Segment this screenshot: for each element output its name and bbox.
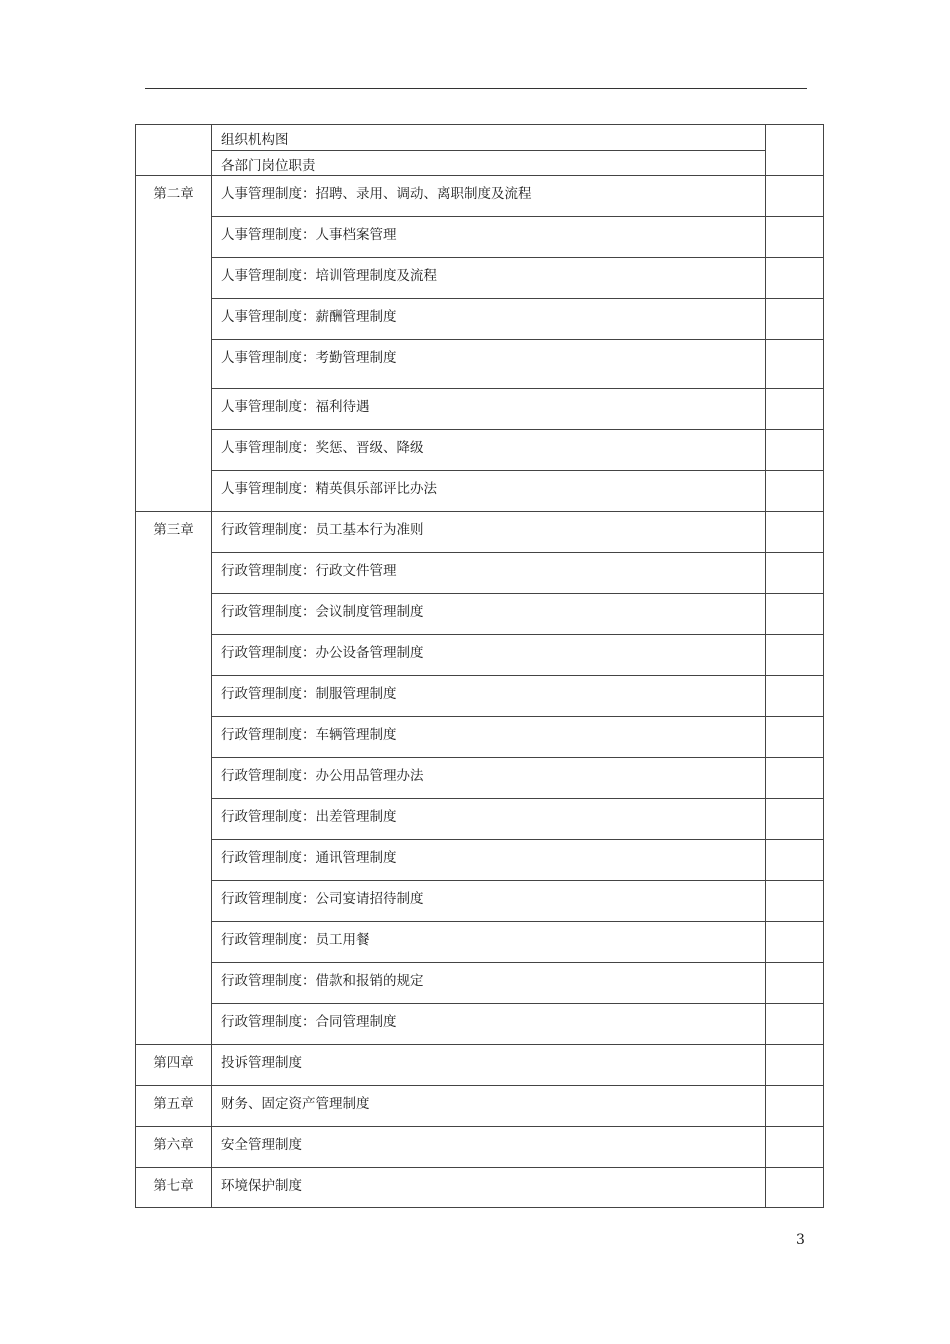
toc-item: 投诉管理制度 [212, 1045, 766, 1086]
toc-item: 组织机构图 [212, 125, 766, 151]
header-rule [145, 88, 807, 89]
page-cell [766, 963, 824, 1004]
toc-row [136, 258, 824, 299]
toc-item: 人事管理制度：招聘、录用、调动、离职制度及流程 [212, 176, 766, 217]
chapter-label: 第七章 [136, 1168, 212, 1208]
toc-item: 行政管理制度：制服管理制度 [212, 676, 766, 717]
table-of-contents [135, 124, 824, 1208]
page-cell [766, 471, 824, 512]
page-cell [766, 922, 824, 963]
chapter-label: 第五章 [136, 1086, 212, 1127]
toc-row [136, 1004, 824, 1045]
toc-row [136, 217, 824, 258]
toc-item: 行政管理制度：出差管理制度 [212, 799, 766, 840]
page-cell [766, 340, 824, 389]
page-cell [766, 717, 824, 758]
page-number: 3 [796, 1232, 805, 1248]
toc-item: 行政管理制度：办公用品管理办法 [212, 758, 766, 799]
page-cell [766, 299, 824, 340]
toc-row [136, 963, 824, 1004]
toc-item: 人事管理制度：考勤管理制度 [212, 340, 766, 389]
toc-item: 行政管理制度：合同管理制度 [212, 1004, 766, 1045]
page-cell [766, 125, 824, 176]
toc-row [136, 471, 824, 512]
page-cell [766, 635, 824, 676]
page-cell [766, 430, 824, 471]
toc-row [136, 758, 824, 799]
page-cell [766, 258, 824, 299]
chapter-label: 第二章 [136, 176, 212, 512]
page-cell [766, 1168, 824, 1208]
page-cell [766, 1127, 824, 1168]
toc-item: 人事管理制度：培训管理制度及流程 [212, 258, 766, 299]
toc-row [136, 176, 824, 217]
page-cell [766, 594, 824, 635]
toc-row [136, 553, 824, 594]
toc-row [136, 299, 824, 340]
toc-item: 人事管理制度：奖惩、晋级、降级 [212, 430, 766, 471]
toc-row [136, 512, 824, 553]
chapter-label: 第四章 [136, 1045, 212, 1086]
toc-row [136, 799, 824, 840]
page-cell [766, 676, 824, 717]
page-cell [766, 389, 824, 430]
toc-item: 行政管理制度：办公设备管理制度 [212, 635, 766, 676]
toc-row [136, 922, 824, 963]
toc-row [136, 840, 824, 881]
page-cell [766, 1045, 824, 1086]
chapter-label: 第六章 [136, 1127, 212, 1168]
toc-item: 人事管理制度：福利待遇 [212, 389, 766, 430]
toc-row [136, 430, 824, 471]
page-cell [766, 840, 824, 881]
toc-row [136, 676, 824, 717]
page-cell [766, 553, 824, 594]
chapter-cell [136, 125, 212, 176]
toc-item: 行政管理制度：通讯管理制度 [212, 840, 766, 881]
chapter-label: 第三章 [136, 512, 212, 1045]
toc-item: 行政管理制度：借款和报销的规定 [212, 963, 766, 1004]
toc-item: 人事管理制度：薪酬管理制度 [212, 299, 766, 340]
toc-row [136, 151, 824, 176]
toc-row [136, 1168, 824, 1208]
toc-row [136, 125, 824, 151]
toc-item: 行政管理制度：会议制度管理制度 [212, 594, 766, 635]
toc-item: 人事管理制度：精英俱乐部评比办法 [212, 471, 766, 512]
toc-row [136, 717, 824, 758]
toc-item: 安全管理制度 [212, 1127, 766, 1168]
page-cell [766, 1004, 824, 1045]
page-cell [766, 217, 824, 258]
page-cell [766, 512, 824, 553]
toc-item: 各部门岗位职责 [212, 151, 766, 176]
toc-row [136, 389, 824, 430]
toc-item: 人事管理制度：人事档案管理 [212, 217, 766, 258]
page-cell [766, 758, 824, 799]
toc-item: 财务、固定资产管理制度 [212, 1086, 766, 1127]
toc-item: 行政管理制度：车辆管理制度 [212, 717, 766, 758]
toc-row [136, 1086, 824, 1127]
page-cell [766, 799, 824, 840]
page-cell [766, 881, 824, 922]
toc-row [136, 635, 824, 676]
toc-row [136, 594, 824, 635]
toc-row [136, 881, 824, 922]
toc-item: 行政管理制度：员工用餐 [212, 922, 766, 963]
page-cell [766, 1086, 824, 1127]
toc-item: 行政管理制度：员工基本行为准则 [212, 512, 766, 553]
toc-row [136, 1127, 824, 1168]
page-cell [766, 176, 824, 217]
toc-row [136, 340, 824, 389]
toc-item: 环境保护制度 [212, 1168, 766, 1208]
toc-item: 行政管理制度：行政文件管理 [212, 553, 766, 594]
toc-item: 行政管理制度：公司宴请招待制度 [212, 881, 766, 922]
toc-row [136, 1045, 824, 1086]
